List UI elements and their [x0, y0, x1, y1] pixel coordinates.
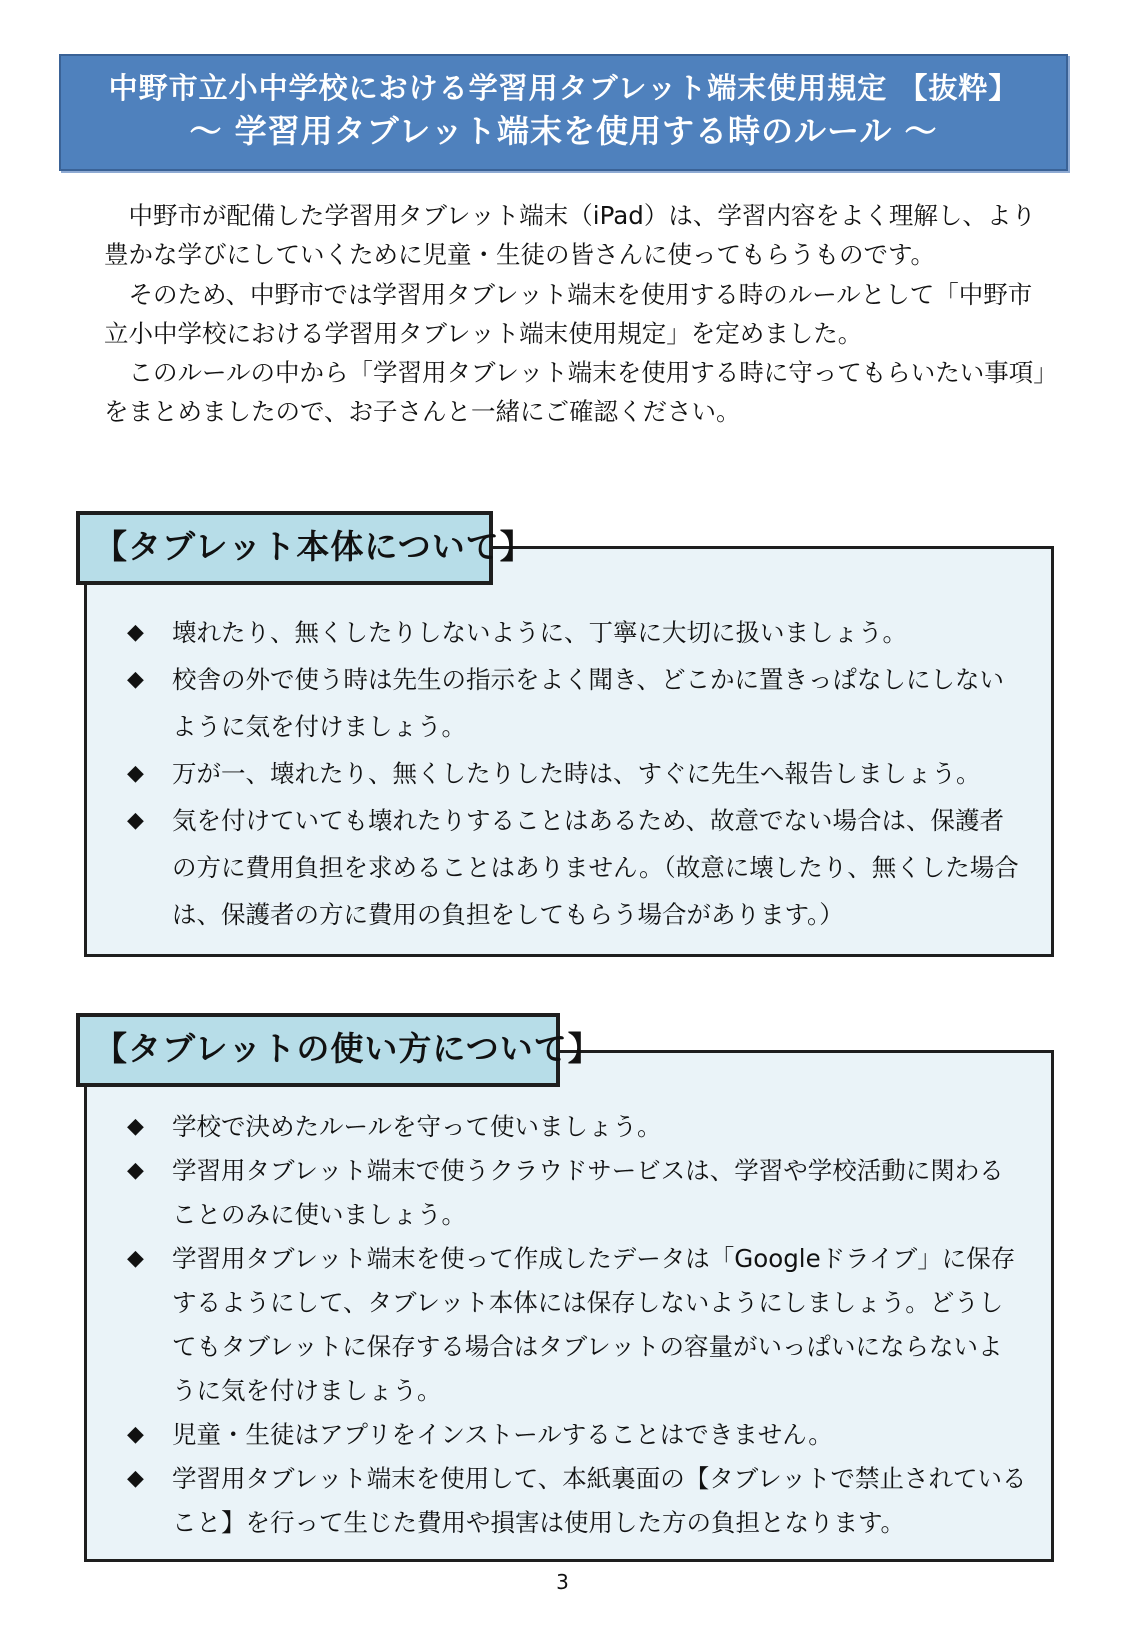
diamond-bullet-icon: ◆ [127, 620, 144, 645]
rule-item [127, 750, 1027, 797]
rule-item [127, 656, 1027, 750]
rule-item [127, 797, 1027, 938]
rule-text: 児童・生徒はアプリをインストールすることはできません。 [172, 1420, 833, 1449]
rule-text: 壊れたり、無くしたりしないように、丁寧に大切に扱いましょう。 [172, 618, 907, 647]
intro-paragraph: 中野市が配備した学習用タブレット端末（iPad）は、学習内容をよく理解し、より豊かな学びにしていくために児童・生徒の皆さんに使ってもらうものです。 [104, 201, 1036, 270]
rule-item [127, 1457, 1027, 1545]
diamond-bullet-icon: ◆ [127, 1422, 144, 1447]
page-header [59, 54, 1068, 171]
section-title-tablet-body: 【タブレット本体について】 [76, 511, 493, 585]
rule-item [127, 1413, 1027, 1457]
rule-text: 学習用タブレット端末で使うクラウドサービスは、学習や学校活動に関わることのみに使いましょう。 [172, 1156, 1004, 1229]
header-subtitle: ～ 学習用タブレット端末を使用する時のルール ～ [189, 112, 938, 150]
rule-list [127, 1105, 1027, 1545]
rule-item [127, 1237, 1027, 1413]
intro-paragraph: そのため、中野市では学習用タブレット端末を使用する時のルールとして「中野市立小中学校における学習用タブレット端末使用規定」を定めました。 [104, 279, 1033, 348]
rule-text: 学習用タブレット端末を使って作成したデータは「Googleドライブ」に保存するようにして、タブレット本体には保存しないようにしましょう。どうしてもタブレットに保存する場合はタブレットの容量がいっぱいにならないように気を付けましょう。 [172, 1244, 1016, 1405]
diamond-bullet-icon: ◆ [127, 1246, 144, 1271]
intro-text [104, 196, 1054, 432]
rule-text: 気を付けていても壊れたりすることはあるため、故意でない場合は、保護者の方に費用負担を求めることはありません。（故意に壊したり、無くした場合は、保護者の方に費用の負担をしてもらう場合があります。） [172, 806, 1019, 929]
intro-paragraph: このルールの中から「学習用タブレット端末を使用する時に守ってもらいたい事項」をまとめましたので、お子さんと一緒にご確認ください。 [104, 358, 1046, 427]
diamond-bullet-icon: ◆ [127, 808, 144, 833]
rule-text: 学校で決めたルールを守って使いましょう。 [172, 1112, 662, 1141]
diamond-bullet-icon: ◆ [127, 1114, 144, 1139]
rule-list [127, 609, 1027, 938]
rule-item [127, 609, 1027, 656]
page-number: 3 [556, 1570, 569, 1594]
tablet-usage-rules-panel [84, 1050, 1054, 1562]
rule-text: 校舎の外で使う時は先生の指示をよく聞き、どこかに置きっぱなしにしないように気を付けましょう。 [172, 665, 1005, 741]
rule-text: 万が一、壊れたり、無くしたりした時は、すぐに先生へ報告しましょう。 [172, 759, 981, 788]
header-title: 中野市立小中学校における学習用タブレット端末使用規定 【抜粋】 [108, 71, 1019, 105]
section-title-tablet-usage: 【タブレットの使い方について】 [76, 1013, 560, 1087]
rule-text: 学習用タブレット端末を使用して、本紙裏面の【タブレットで禁止されていること】を行って生じた費用や損害は使用した方の負担となります。 [172, 1464, 1027, 1537]
rule-item [127, 1105, 1027, 1149]
tablet-body-rules-panel [84, 546, 1054, 957]
diamond-bullet-icon: ◆ [127, 1466, 144, 1491]
diamond-bullet-icon: ◆ [127, 761, 144, 786]
diamond-bullet-icon: ◆ [127, 1158, 144, 1183]
diamond-bullet-icon: ◆ [127, 667, 144, 692]
rule-item [127, 1149, 1027, 1237]
